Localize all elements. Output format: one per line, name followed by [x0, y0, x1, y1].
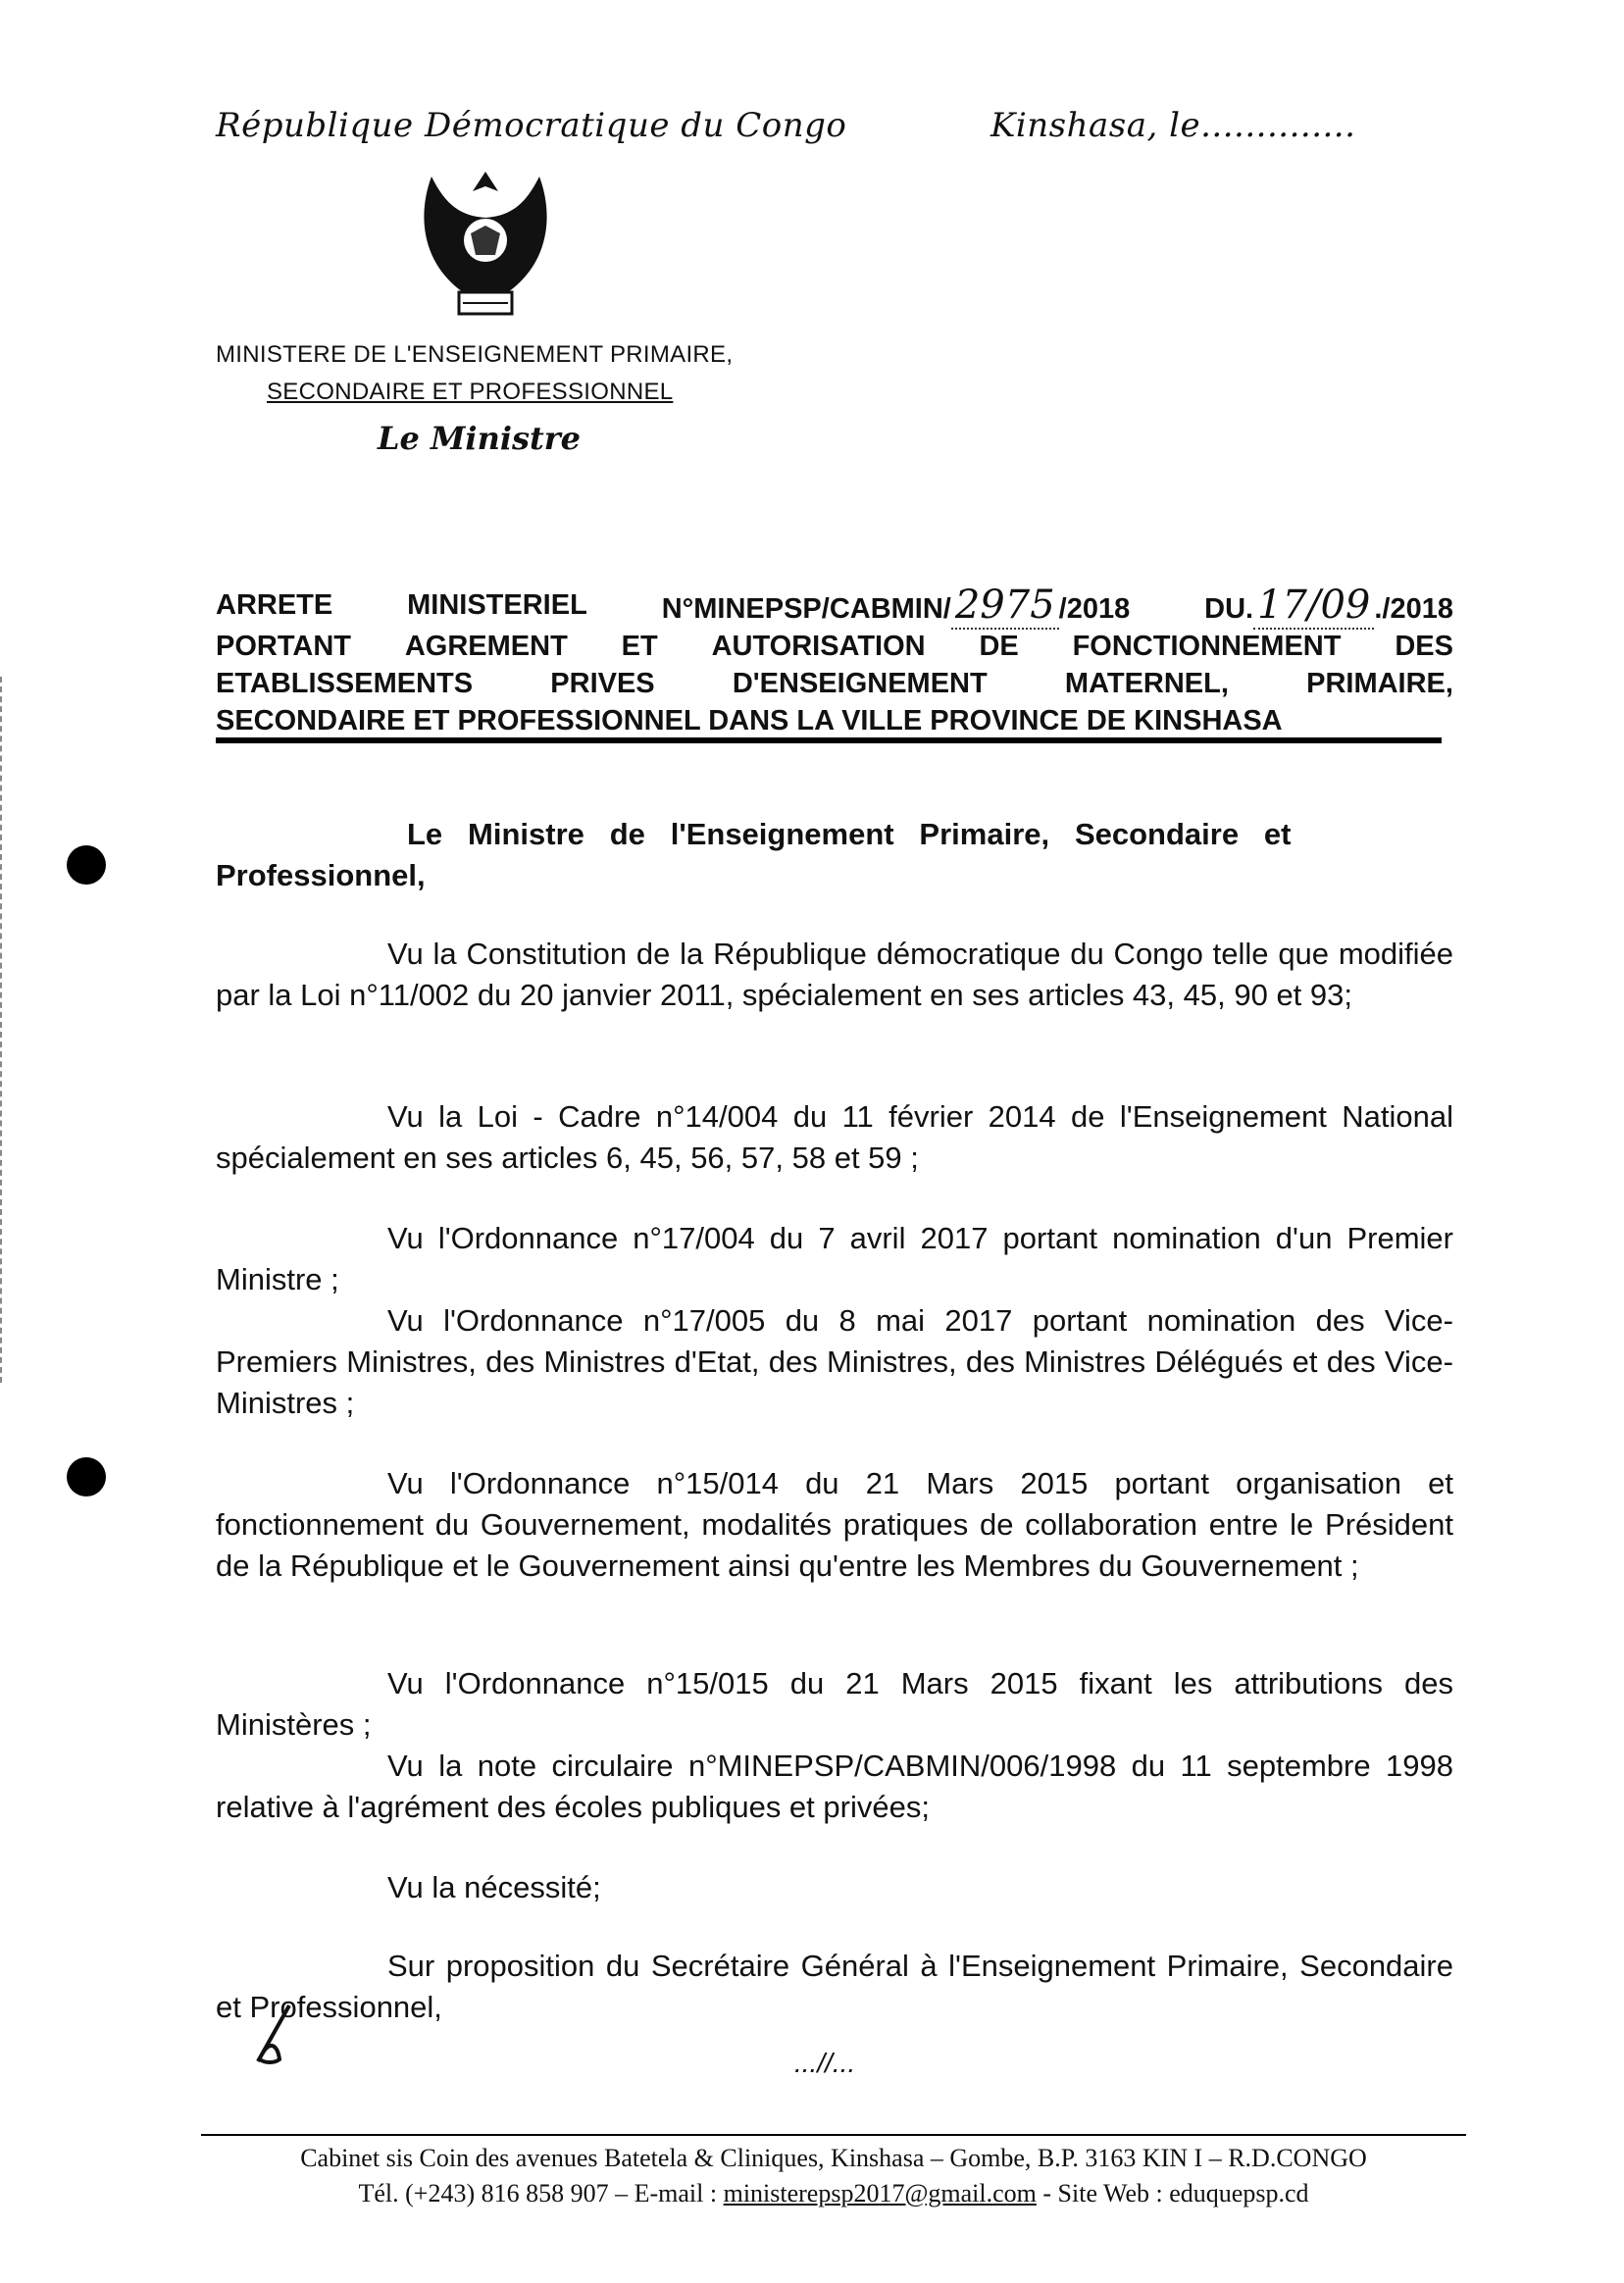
paragraph-text: Vu l'Ordonnance n°17/004 du 7 avril 2017 portant nomination d'un Premier Ministre ; [216, 1221, 1453, 1296]
handwritten-number: 2975 [951, 583, 1059, 630]
decree-title [216, 583, 1453, 739]
paragraph-text: Vu la Constitution de la République démocratique du Congo telle que modifiée par la Loi n°11/002 du 20 janvier 2011, spécialement en ses articles 43, 45, 90 et 93; [216, 937, 1453, 1012]
title-line-3 [216, 665, 1453, 702]
place-date: Kinshasa, le.............. [990, 106, 1356, 145]
handwritten-initial-mark [250, 2001, 299, 2069]
title-word: AGREMENT [404, 631, 568, 662]
paragraph-ordonnance-17-004 [216, 1218, 1453, 1300]
paragraph-loi-cadre [216, 1096, 1453, 1179]
footer-email-link[interactable]: ministerepsp2017@gmail.com [723, 2179, 1037, 2207]
paragraph-text: Vu la nécessité; [387, 1870, 601, 1904]
coat-of-arms-emblem [412, 157, 559, 324]
punch-hole [67, 1457, 106, 1497]
paragraph-text: Vu l'Ordonnance n°15/014 du 21 Mars 2015 portant organisation et fonctionnement du Gouvernement, modalités pratiques de collaboration entre le Président de la République et le Gouvernement ainsi qu'entre les Membres du Gouvernement ; [216, 1466, 1453, 1583]
title-word: ARRETE [216, 589, 333, 621]
title-word: DES [1395, 631, 1453, 662]
paragraph-text: Sur proposition du Secrétaire Général à l'Enseignement Primaire, Secondaire et Professionnel, [216, 1949, 1453, 2024]
decree-number [661, 583, 1131, 628]
footer-phone: Tél. (+243) 816 858 907 – E-mail : [358, 2179, 724, 2207]
intro-line-1: Le Ministre de l'Enseignement Primaire, Secondaire et [407, 817, 1292, 851]
footer-website: - Site Web : eduquepsp.cd [1036, 2179, 1309, 2207]
paragraph-text: Vu l'Ordonnance n°15/015 du 21 Mars 2015 fixant les attributions des Ministères ; [216, 1666, 1453, 1742]
paragraph-text: Vu la note circulaire n°MINEPSP/CABMIN/006/1998 du 11 septembre 1998 relative à l'agrément des écoles publiques et privées; [216, 1749, 1453, 1824]
title-word: ET [621, 631, 658, 662]
footer-contact [201, 2179, 1466, 2208]
country-heading: République Démocratique du Congo [216, 106, 847, 145]
ministry-name-line2: SECONDAIRE ET PROFESSIONNEL [267, 379, 674, 405]
footer-rule [201, 2134, 1466, 2136]
paragraph-note-circulaire [216, 1746, 1453, 1828]
title-word: ETABLISSEMENTS [216, 668, 474, 699]
paragraph-necessite [216, 1867, 1453, 1908]
paragraph-text: Vu la Loi - Cadre n°14/004 du 11 février 2014 de l'Enseignement National spécialement en ses articles 6, 45, 56, 57, 58 et 59 ; [216, 1099, 1453, 1175]
title-word: FONCTIONNEMENT [1072, 631, 1342, 662]
paragraph-ordonnance-15-015 [216, 1663, 1453, 1746]
decree-date-year: ./2018 [1374, 593, 1453, 625]
continuation-mark: ...//... [794, 2048, 856, 2078]
paragraph-ordonnance-17-005 [216, 1300, 1453, 1424]
title-line-2 [216, 628, 1453, 665]
title-line-4: SECONDAIRE ET PROFESSIONNEL DANS LA VILLE PROVINCE DE KINSHASA [216, 705, 1283, 736]
paragraph-proposition [216, 1946, 1453, 2028]
title-word: MINISTERIEL [407, 589, 587, 621]
paragraph-ordonnance-15-014 [216, 1463, 1453, 1587]
title-line-1 [216, 583, 1453, 628]
handwritten-date: 17/09 [1253, 583, 1374, 630]
decree-number-prefix: N°MINEPSP/CABMIN/ [661, 593, 951, 625]
paragraph-text: Vu l'Ordonnance n°17/005 du 8 mai 2017 portant nomination des Vice-Premiers Ministres, des Ministres d'Etat, des Ministres, des Ministres Délégués et des Vice-Ministres ; [216, 1303, 1453, 1420]
punch-hole [67, 845, 106, 885]
footer-address: Cabinet sis Coin des avenues Batetela & Cliniques, Kinshasa – Gombe, B.P. 3163 KIN I – R.D.CONGO [300, 2144, 1367, 2172]
minister-heading: Le Ministre [378, 420, 582, 457]
ministry-name-line1: MINISTERE DE L'ENSEIGNEMENT PRIMAIRE, [216, 341, 734, 368]
title-word: DE [979, 631, 1019, 662]
title-underline [216, 737, 1442, 743]
title-word: PRIVES [550, 668, 655, 699]
scan-edge-marks [0, 677, 5, 1383]
title-word: MATERNEL, [1064, 668, 1229, 699]
intro-line-2: Professionnel, [216, 858, 426, 892]
decree-date [1204, 583, 1453, 628]
title-word: AUTORISATION [711, 631, 926, 662]
intro-block [216, 814, 1453, 896]
title-word: D'ENSEIGNEMENT [732, 668, 988, 699]
decree-date-prefix: DU. [1204, 593, 1254, 625]
title-word: PORTANT [216, 631, 352, 662]
decree-year: /2018 [1058, 593, 1131, 625]
title-word: PRIMAIRE, [1306, 668, 1453, 699]
paragraph-constitution [216, 934, 1453, 1016]
